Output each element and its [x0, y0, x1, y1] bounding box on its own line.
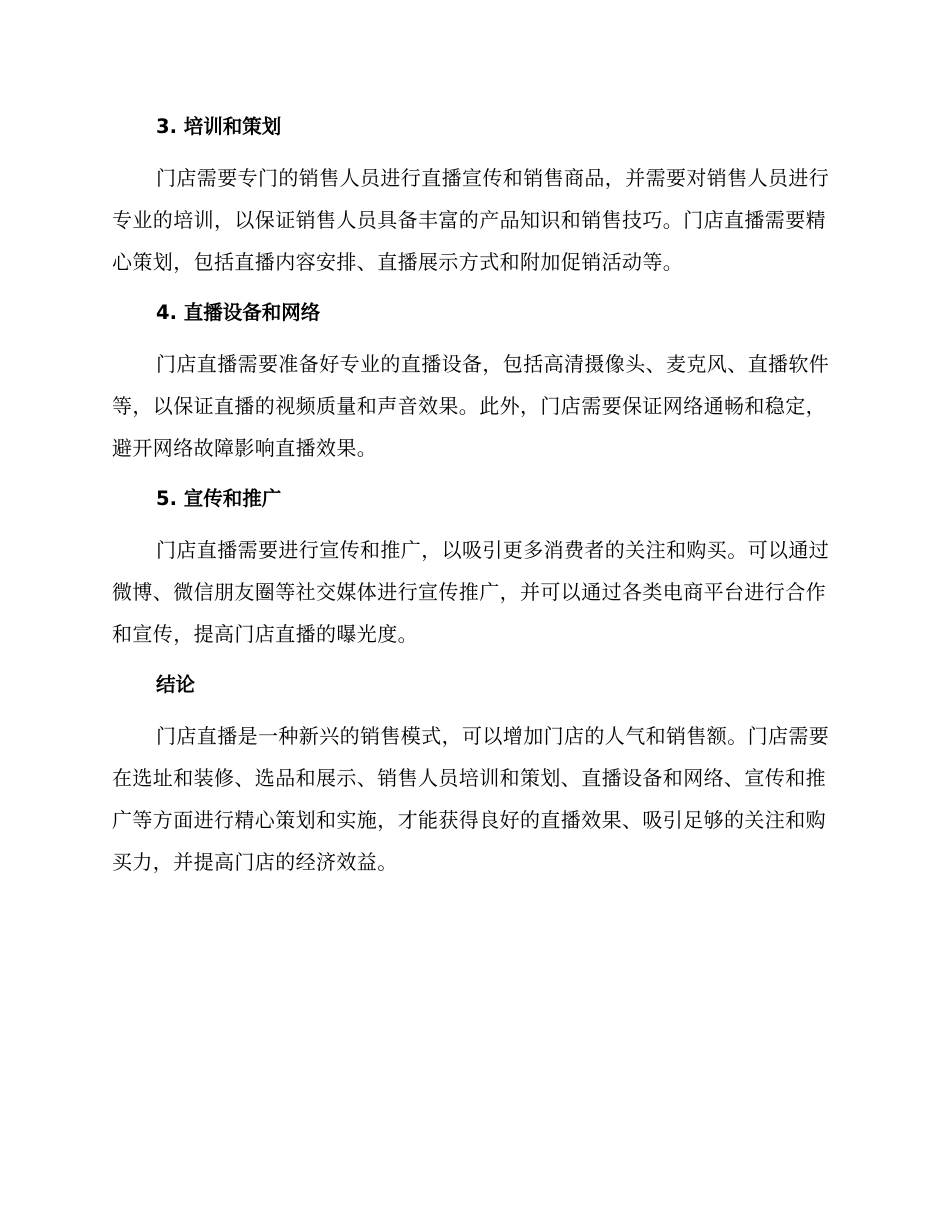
section-heading-promotion: 5. 宣传和推广: [156, 487, 282, 510]
section-paragraph-conclusion: 门店直播是一种新兴的销售模式，可以增加门店的人气和销售额。门店需要在选址和装修、选品和展示、销售人员培训和策划、直播设备和网络、宣传和推广等方面进行精心策划和实施，才能获得良好的直播效果、吸引足够的关注和购买力，并提高门店的经济效益。: [112, 724, 830, 874]
section-paragraph-training: 门店需要专门的销售人员进行直播宣传和销售商品，并需要对销售人员进行专业的培训，以保证销售人员具备丰富的产品知识和销售技巧。门店直播需要精心策划，包括直播内容安排、直播展示方式和附加促销活动等。: [112, 166, 830, 274]
section-heading-training: 3. 培训和策划: [156, 115, 282, 138]
document-page: [112, 108, 830, 883]
section-paragraph-promotion: 门店直播需要进行宣传和推广，以吸引更多消费者的关注和购买。可以通过微博、微信朋友圈等社交媒体进行宣传推广，并可以通过各类电商平台进行合作和宣传，提高门店直播的曝光度。: [112, 538, 830, 646]
section-heading-equipment: 4. 直播设备和网络: [156, 301, 321, 324]
section-heading-conclusion: 结论: [156, 673, 196, 696]
section-paragraph-equipment: 门店直播需要准备好专业的直播设备，包括高清摄像头、麦克风、直播软件等，以保证直播的视频质量和声音效果。此外，门店需要保证网络通畅和稳定，避开网络故障影响直播效果。: [112, 352, 830, 460]
